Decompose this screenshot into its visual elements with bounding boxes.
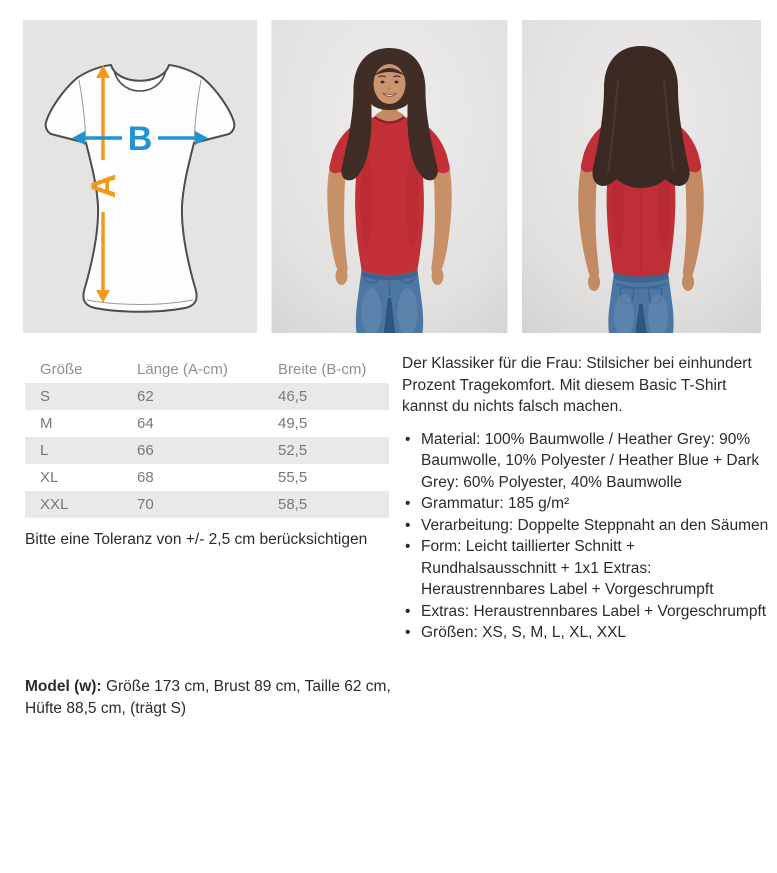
size-table-body [25, 383, 389, 518]
table-row [25, 383, 389, 410]
bullet-item: • Verarbeitung: Doppelte Steppnaht an den Säumen [402, 515, 770, 537]
table-row [25, 410, 389, 437]
cell-width: 49,5 [278, 415, 308, 432]
cell-width: 52,5 [278, 442, 308, 459]
product-description [402, 353, 770, 644]
cell-length: 68 [137, 469, 154, 486]
column-header-size: Größe [40, 360, 83, 378]
cell-size: S [40, 388, 51, 405]
bullet-item: • Extras: Heraustrennbares Label + Vorgeschrumpft [402, 601, 770, 623]
cell-size: XXL [40, 496, 69, 513]
column-header-width: Breite (B-cm) [278, 360, 367, 378]
cell-width: 46,5 [278, 388, 308, 405]
model-front-panel [271, 20, 508, 333]
tolerance-note: Bitte eine Toleranz von +/- 2,5 cm berücksichtigen [25, 531, 368, 548]
cell-size: L [40, 442, 49, 459]
model-info [25, 676, 403, 719]
description-bullets [402, 429, 770, 644]
cell-size: M [40, 415, 53, 432]
right-eye [395, 81, 399, 84]
model-back-red-tshirt-photo [522, 20, 761, 333]
size-table [25, 355, 389, 518]
size-table-header [25, 355, 389, 383]
bullet-item: • Grammatur: 185 g/m² [402, 493, 770, 515]
label-b: B [127, 119, 153, 158]
cell-width: 58,5 [278, 496, 308, 513]
product-image-row [23, 20, 761, 333]
bullet-item: • Material: 100% Baumwolle / Heather Grey: 90% Baumwolle, 10% Polyester / Heather Blue + Dark Grey: 60% Polyester, 40% Baumwolle [402, 429, 770, 494]
cell-length: 66 [137, 442, 154, 459]
label-a: A [84, 173, 123, 199]
cell-length: 70 [137, 496, 154, 513]
cell-width: 55,5 [278, 469, 308, 486]
model-back-panel [522, 20, 761, 333]
bullet-item: • Größen: XS, S, M, L, XL, XXL [402, 622, 770, 644]
left-eye [381, 81, 385, 84]
table-row [25, 437, 389, 464]
cell-size: XL [40, 469, 59, 486]
model-front-red-tshirt-photo [271, 20, 508, 333]
column-header-length: Länge (A-cm) [137, 360, 228, 378]
description-intro: Der Klassiker für die Frau: Stilsicher bei einhundert Prozent Tragekomfort. Mit diesem Basic T-Shirt kannst du nichts falsch machen. [402, 355, 752, 415]
left-hand [588, 273, 600, 291]
left-hand [336, 267, 348, 285]
right-hand [682, 273, 694, 291]
tshirt-measurement-diagram [23, 20, 257, 333]
cell-length: 62 [137, 388, 154, 405]
cell-length: 64 [137, 415, 154, 432]
bullet-item: • Form: Leicht taillierter Schnitt + Rundhalsausschnitt + 1x1 Extras: Heraustrennbares Label + Vorgeschrumpft [402, 536, 770, 601]
right-hand [432, 267, 444, 285]
table-row [25, 491, 389, 518]
size-diagram-panel [23, 20, 257, 333]
model-info-details: Größe 173 cm, Brust 89 cm, Taille 62 cm, Hüfte 88,5 cm, (trägt S) [25, 678, 391, 717]
table-row [25, 464, 389, 491]
model-info-label: Model (w): [25, 678, 102, 695]
